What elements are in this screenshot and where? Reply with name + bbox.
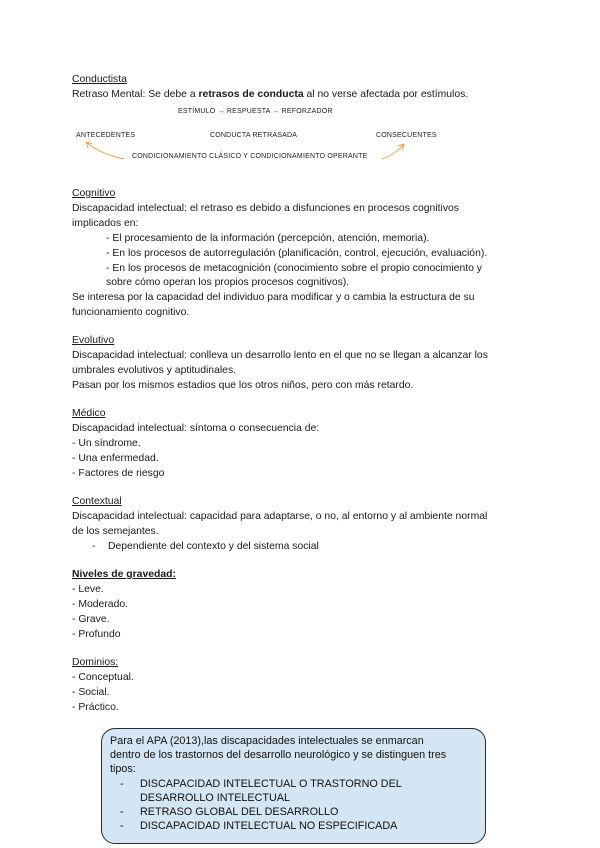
apa-type-item: RETRASO GLOBAL DEL DESARROLLO <box>140 806 339 818</box>
cognitivo-item-continuation: sobre cómo operan los propios procesos cognitivos). <box>106 277 350 288</box>
evolutivo-line: umbrales evolutivos y aptitudinales. <box>72 365 237 376</box>
diagram-antecedentes: ANTECEDENTES <box>76 132 136 139</box>
conductista-heading: Conductista <box>72 74 127 85</box>
contextual-line: Discapacidad intelectual: capacidad para adaptarse, o no, al entorno y al ambiente normal <box>72 511 488 522</box>
dominios-item: - Conceptual. <box>72 672 134 683</box>
dominios-heading: Dominios: <box>72 657 119 668</box>
medico-line: Discapacidad intelectual: síntoma o consecuencia de: <box>72 423 320 434</box>
diagram-condicionamiento: CONDICIONAMIENTO CLÁSICO Y CONDICIONAMIENTO OPERANTE <box>132 153 368 160</box>
evolutivo-line: Discapacidad intelectual: conlleva un desarrollo lento en el que no se llegan a alcanzar los <box>72 350 488 361</box>
cognitivo-item: - En los procesos de autorregulación (planificación, control, ejecución, evaluación). <box>106 248 488 259</box>
diagram-consecuentes: CONSECUENTES <box>376 132 437 139</box>
apa-callout-box <box>101 728 486 844</box>
cognitivo-closing-1: Se interesa por la capacidad del individuo para modificar y o cambia la estructura de su <box>72 292 475 303</box>
diagram-conducta-retrasada: CONDUCTA RETRASADA <box>210 132 298 139</box>
medico-heading: Médico <box>72 408 106 419</box>
diagram-arrows <box>70 104 470 166</box>
apa-type-dash: - <box>120 778 124 790</box>
evolutivo-line: Pasan por los mismos estadios que los otros niños, pero con más retardo. <box>72 380 414 391</box>
conductista-definition: Retraso Mental: Se debe a retrasos de conducta al no verse afectada por estímulos. <box>72 89 469 100</box>
apa-type-dash: - <box>120 820 124 832</box>
cognitivo-line-2: implicados en: <box>72 218 139 229</box>
niveles-heading: Niveles de gravedad: <box>72 569 176 580</box>
contextual-line: de los semejantes. <box>72 526 159 537</box>
conditioning-diagram <box>70 104 470 166</box>
apa-type-dash: - <box>120 806 124 818</box>
apa-type-item: DISCAPACIDAD INTELECTUAL NO ESPECIFICADA <box>140 820 398 832</box>
niveles-item: - Leve. <box>72 584 104 595</box>
contextual-bullet-dash: - <box>92 541 96 552</box>
niveles-item: - Grave. <box>72 614 110 625</box>
niveles-item: - Profundo <box>72 629 121 640</box>
apa-type-item: DISCAPACIDAD INTELECTUAL O TRASTORNO DEL <box>140 778 402 790</box>
cognitivo-heading: Cognitivo <box>72 188 116 199</box>
dominios-item: - Social. <box>72 687 110 698</box>
medico-item: - Factores de riesgo <box>72 468 165 479</box>
niveles-item: - Moderado. <box>72 599 129 610</box>
evolutivo-heading: Evolutivo <box>72 335 115 346</box>
medico-item: - Una enfermedad. <box>72 453 159 464</box>
cognitivo-item: - El procesamiento de la información (percepción, atención, memoria). <box>106 233 430 244</box>
contextual-bullet: Dependiente del contexto y del sistema social <box>108 541 319 552</box>
apa-intro-line: Para el APA (2013),las discapacidades intelectuales se enmarcan <box>110 735 424 747</box>
retrasos-de-conducta-bold: retrasos de conducta <box>198 89 304 100</box>
cognitivo-closing-2: funcionamiento cognitivo. <box>72 307 190 318</box>
cognitivo-line-1: Discapacidad intelectual: el retraso es debido a disfunciones en procesos cognitivos <box>72 203 459 214</box>
dominios-item: - Práctico. <box>72 702 119 713</box>
cognitivo-item: - En los procesos de metacognición (conocimiento sobre el propio conocimiento y <box>106 263 482 274</box>
apa-intro-line: dentro de los trastornos del desarrollo neurológico y se distinguen tres <box>110 749 447 761</box>
medico-item: - Un síndrome. <box>72 438 141 449</box>
apa-intro-line: tipos: <box>110 763 136 775</box>
apa-type-item-continuation: DESARROLLO INTELECTUAL <box>140 792 290 804</box>
contextual-heading: Contextual <box>72 496 122 507</box>
diagram-top-chain: ESTÍMULO → RESPUESTA → REFORZADOR <box>178 108 333 115</box>
